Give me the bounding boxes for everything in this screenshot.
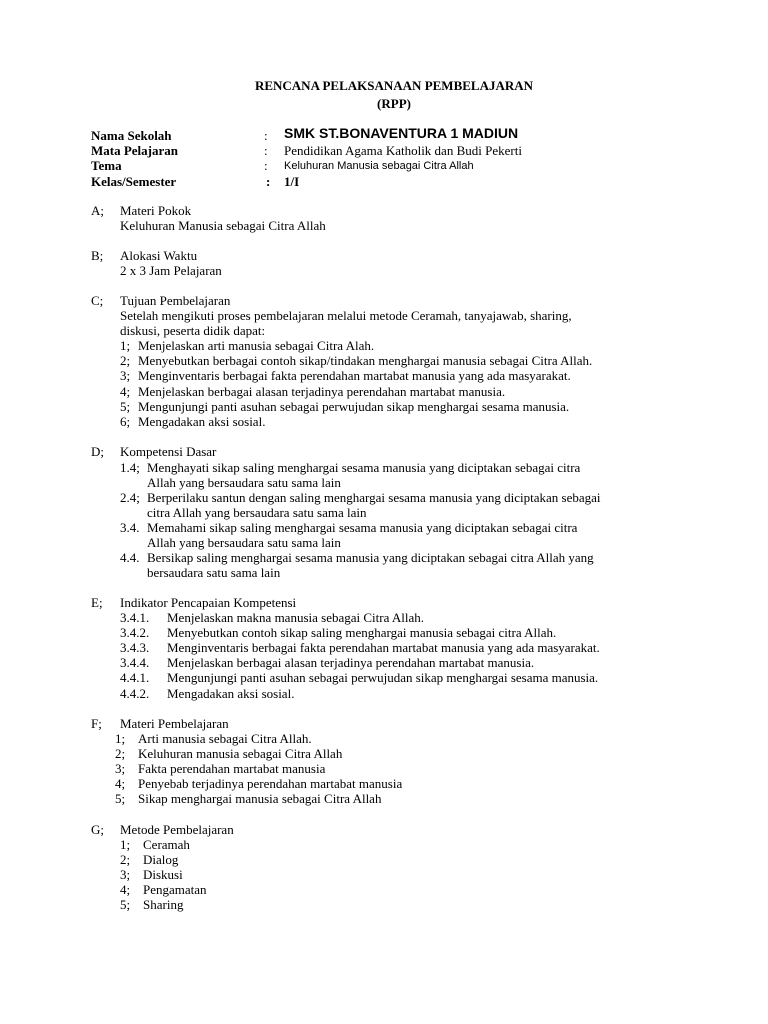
list-number: 4;: [120, 882, 131, 897]
section-heading: Metode Pembelajaran: [120, 822, 234, 837]
section-marker: F;: [91, 716, 102, 731]
section-marker: A;: [91, 203, 104, 218]
section-heading: Alokasi Waktu: [120, 248, 198, 263]
info-separator: :: [264, 128, 268, 143]
list-number: 3;: [115, 761, 126, 776]
list-number: 2;: [115, 746, 126, 761]
info-label-school: Nama Sekolah: [91, 128, 172, 143]
list-number: 4;: [120, 384, 131, 399]
list-number: 3.4.1.: [120, 610, 150, 625]
info-value-theme: Keluhuran Manusia sebagai Citra Allah: [284, 160, 474, 172]
section-marker: B;: [91, 248, 104, 263]
section-marker: D;: [91, 444, 104, 459]
list-number: 5;: [115, 791, 126, 806]
info-separator: :: [264, 143, 268, 158]
document-subtitle: (RPP): [377, 96, 411, 111]
list-number: 6;: [120, 414, 131, 429]
list-item: Dialog: [143, 852, 179, 867]
list-item: Menginventaris berbagai fakta perendahan martabat manusia yang ada masyarakat.: [138, 368, 571, 383]
list-item: Sharing: [143, 897, 184, 912]
section-marker: E;: [91, 595, 103, 610]
list-item: Keluhuran manusia sebagai Citra Allah: [138, 746, 343, 761]
info-separator: :: [266, 174, 271, 189]
list-number: 2.4;: [120, 490, 140, 505]
info-value-subject: Pendidikan Agama Katholik dan Budi Pekerti: [284, 143, 522, 158]
list-item: Menjelaskan berbagai alasan terjadinya perendahan martabat manusia.: [138, 384, 506, 399]
list-item: Mengadakan aksi sosial.: [167, 686, 295, 701]
list-item: Berperilaku santun dengan saling menghargai sesama manusia yang diciptakan sebagai: [147, 490, 601, 505]
list-item-continuation: Allah yang bersaudara satu sama lain: [147, 535, 341, 550]
list-number: 1;: [120, 837, 131, 852]
list-item: Bersikap saling menghargai sesama manusia yang diciptakan sebagai citra Allah yang: [147, 550, 594, 565]
list-item: Diskusi: [143, 867, 183, 882]
info-value-school: SMK ST.BONAVENTURA 1 MADIUN: [284, 125, 519, 141]
section-heading: Materi Pokok: [120, 203, 192, 218]
section-body: Keluhuran Manusia sebagai Citra Allah: [120, 218, 326, 233]
info-value-class: 1/I: [284, 174, 300, 189]
info-label-theme: Tema: [91, 158, 122, 173]
section-marker: C;: [91, 293, 104, 308]
list-item-continuation: bersaudara satu sama lain: [147, 565, 281, 580]
list-item: Sikap menghargai manusia sebagai Citra Allah: [138, 791, 382, 806]
list-item: Menjelaskan arti manusia sebagai Citra Alah.: [138, 338, 375, 353]
list-number: 3.4.: [120, 520, 140, 535]
list-number: 3.4.3.: [120, 640, 150, 655]
list-item: Menyebutkan contoh sikap saling menghargai manusia sebagai citra Allah.: [167, 625, 557, 640]
list-number: 3;: [120, 867, 131, 882]
section-marker: G;: [91, 822, 104, 837]
list-number: 5;: [120, 399, 131, 414]
list-number: 4.4.: [120, 550, 140, 565]
section-intro: diskusi, peserta didik dapat:: [120, 323, 266, 338]
list-item: Menginventaris berbagai fakta perendahan martabat manusia yang ada masyarakat.: [167, 640, 600, 655]
list-number: 1;: [120, 338, 131, 353]
list-item: Fakta perendahan martabat manusia: [138, 761, 326, 776]
list-number: 3.4.4.: [120, 655, 150, 670]
section-heading: Materi Pembelajaran: [120, 716, 229, 731]
list-number: 4;: [115, 776, 126, 791]
list-number: 2;: [120, 353, 131, 368]
list-number: 4.4.1.: [120, 670, 150, 685]
section-heading: Kompetensi Dasar: [120, 444, 217, 459]
document-title: RENCANA PELAKSANAAN PEMBELAJARAN: [254, 78, 534, 93]
section-body: 2 x 3 Jam Pelajaran: [120, 263, 222, 278]
list-item: Mengunjungi panti asuhan sebagai perwujudan sikap menghargai sesama manusia.: [167, 670, 599, 685]
list-number: 4.4.2.: [120, 686, 150, 701]
list-item: Menjelaskan makna manusia sebagai Citra Allah.: [167, 610, 425, 625]
section-heading: Tujuan Pembelajaran: [120, 293, 231, 308]
list-item-continuation: citra Allah yang bersaudara satu sama lain: [147, 505, 367, 520]
info-label-class: Kelas/Semester: [91, 174, 177, 189]
list-item: Ceramah: [143, 837, 190, 852]
list-number: 1.4;: [120, 460, 140, 475]
list-number: 1;: [115, 731, 126, 746]
section-heading: Indikator Pencapaian Kompetensi: [120, 595, 297, 610]
info-separator: :: [264, 158, 268, 173]
list-number: 3;: [120, 368, 131, 383]
list-item: Menghayati sikap saling menghargai sesama manusia yang diciptakan sebagai citra: [147, 460, 581, 475]
list-item: Memahami sikap saling menghargai sesama manusia yang diciptakan sebagai citra: [147, 520, 578, 535]
list-item: Pengamatan: [143, 882, 207, 897]
section-intro: Setelah mengikuti proses pembelajaran melalui metode Ceramah, tanyajawab, sharing,: [120, 308, 572, 323]
list-item: Menyebutkan berbagai contoh sikap/tindakan menghargai manusia sebagai Citra Allah.: [138, 353, 593, 368]
list-number: 3.4.2.: [120, 625, 150, 640]
list-number: 2;: [120, 852, 131, 867]
list-item: Penyebab terjadinya perendahan martabat manusia: [138, 776, 403, 791]
list-item: Arti manusia sebagai Citra Allah.: [138, 731, 312, 746]
list-number: 5;: [120, 897, 131, 912]
list-item: Mengunjungi panti asuhan sebagai perwujudan sikap menghargai sesama manusia.: [138, 399, 570, 414]
list-item: Menjelaskan berbagai alasan terjadinya perendahan martabat manusia.: [167, 655, 535, 670]
list-item-continuation: Allah yang bersaudara satu sama lain: [147, 475, 341, 490]
info-label-subject: Mata Pelajaran: [91, 143, 179, 158]
list-item: Mengadakan aksi sosial.: [138, 414, 266, 429]
